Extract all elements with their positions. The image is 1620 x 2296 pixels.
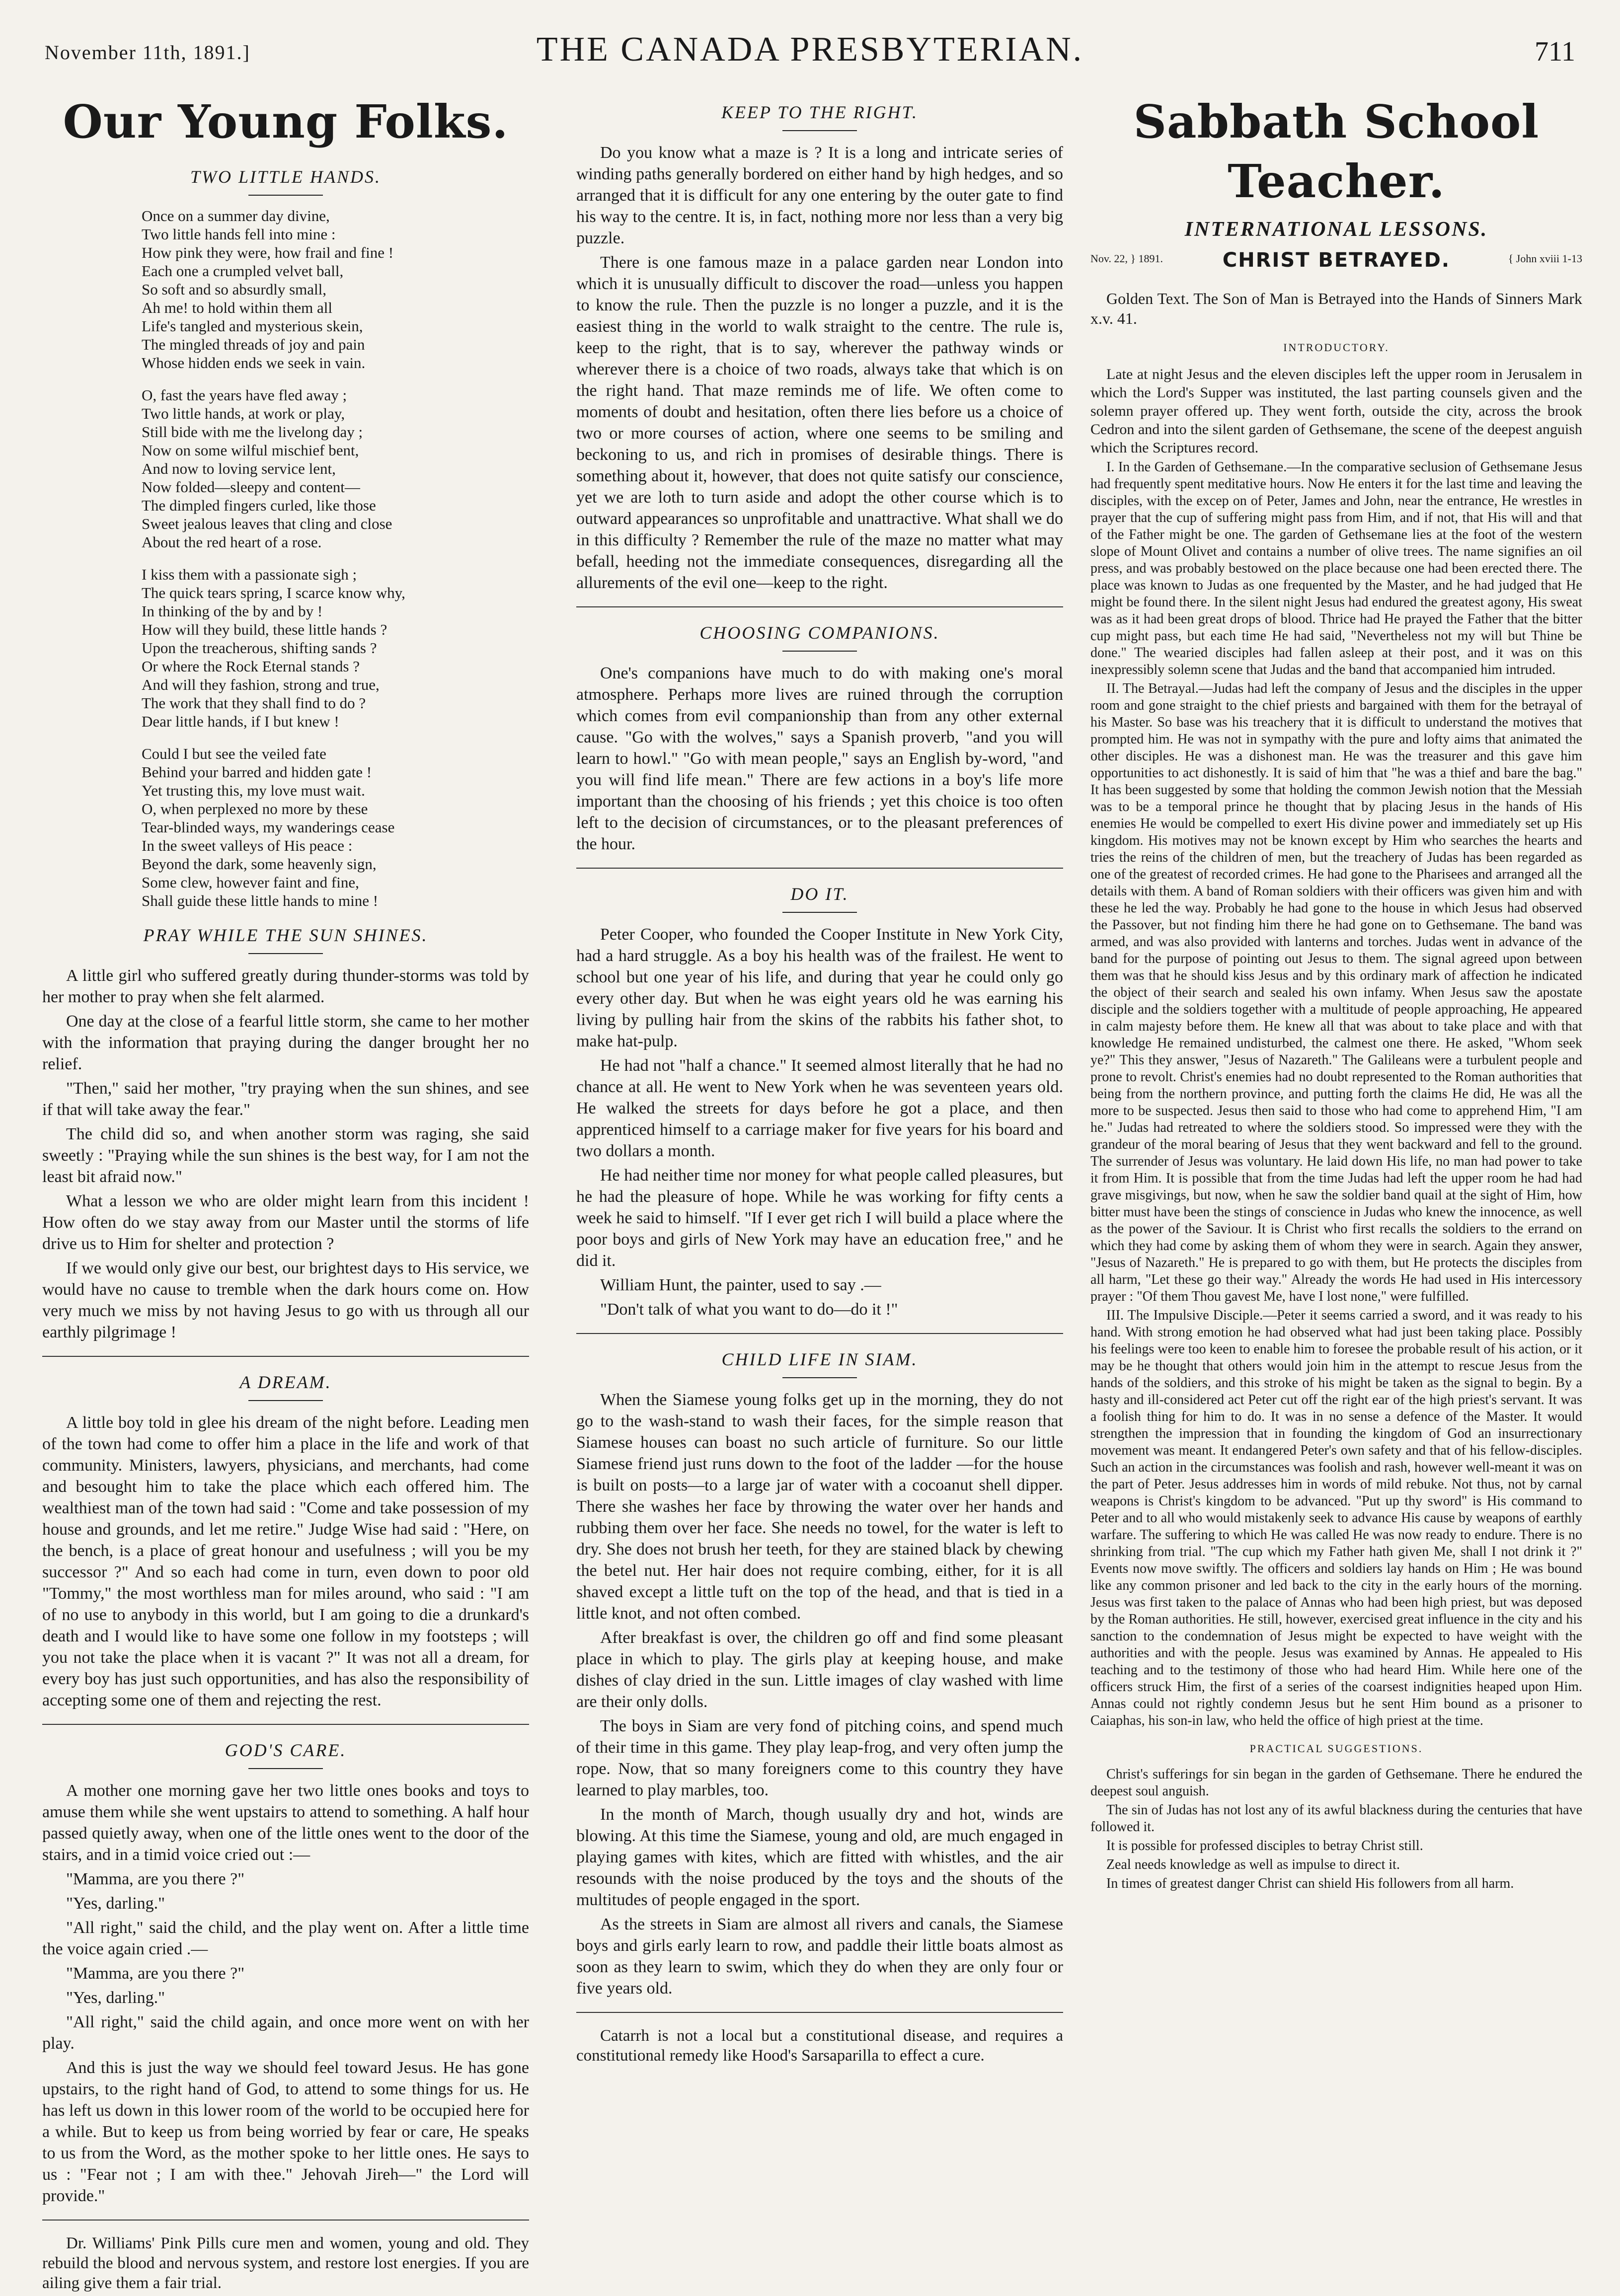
paragraph: "Yes, darling." <box>66 1894 165 1913</box>
paragraph: After breakfast is over, the children go off and find some pleasant place in which to play. The girls play at keeping house, and make dishes of clay dried in the sun. Little images of clay washed with lime are their only dolls. <box>576 1629 1063 1711</box>
divider <box>248 195 323 196</box>
poem-line: Some clew, however faint and fine, <box>142 874 359 891</box>
divider <box>782 1377 857 1378</box>
divider <box>248 1768 323 1769</box>
paragraph: There is one famous maze in a palace garden near London into which it is unusually difficult to discover the road—unless you happen to know the rule. Then the puzzle is no longer a puzzle, and it is the easiest thing in the world to walk straight to the centre. The rule is, keep to the right, that is to say, wherever the pathway winds or wherever there is a choice of two roads, always take that which is on the right hand. That maze reminds me of life. We often come to moments of doubt and hesitation, often there lies before us a choice of two or more courses of action, where one seems to be smiling and beckoning to us, and rich in promises of desirable things. There is something about it, however, that does not quite satisfy our conscience, yet we are loth to turn aside and adopt the other course which is to outward appearances so unprofitable and unattractive. What shall we do in this difficulty ? Remember the rule of the maze no matter what may befall, heeding not the immediate consequences, disregarding all the allurements of the evil one—keep to the right. <box>576 253 1063 592</box>
care-title: GOD'S CARE. <box>225 1740 347 1760</box>
pray-article <box>42 965 529 1343</box>
divider <box>782 130 857 131</box>
paragraph: What a lesson we who are older might learn from this incident ! How often do we stay away from our Master until the storms of life drive us to Him for shelter and protection ? <box>42 1192 529 1253</box>
companions-article <box>576 663 1063 855</box>
paragraph: If we would only give our best, our brightest days to His service, we would have no cause to tremble when the dark hours come on. How very much we miss by not having Jesus to go with us through all our earthly pilgrimage ! <box>42 1259 529 1341</box>
paragraph: "All right," said the child again, and once more went on with her play. <box>42 2013 529 2053</box>
poem-line: Two little hands fell into mine : <box>142 225 336 243</box>
divider <box>576 868 1063 869</box>
practical-heading: PRACTICAL SUGGESTIONS. <box>1249 1742 1423 1755</box>
divider <box>576 606 1063 607</box>
divider <box>782 912 857 913</box>
catarrh-advert: Catarrh is not a local but a constitutional disease, and requires a constitutional remedy like Hood's Sarsaparilla to effect a cure. <box>576 2027 1063 2065</box>
introductory-heading: INTRODUCTORY. <box>1283 341 1389 354</box>
poem-line: Beyond the dark, some heavenly sign, <box>142 855 377 873</box>
paragraph: "Yes, darling." <box>66 1989 165 2007</box>
divider <box>248 1400 323 1401</box>
paragraph: Christ's sufferings for sin began in the garden of Gethsemane. There he endured the deepest soul anguish. <box>1090 1767 1582 1799</box>
paragraph: III. The Impulsive Disciple.—Peter it seems carried a sword, and it was ready to his hand. With strong emotion he had observed what had just been taking place. Possibly his feelings were too keen to enable him to foresee the probable result of his action, or it may be he thought that others would join him in the attempt to rescue Jesus from the hands of the soldiers, and this stroke of his might be taken as the signal to begin. By a hasty and ill-considered act Peter cut off the right ear of the high priest's servant. It was a foolish thing for him to do. It was in no sense a defence of the Master. It would strengthen the impression that in founding the kingdom of God an insurrectionary movement was meant. It endangered Peter's own safety and that of his fellow-disciples. Such an action in the circumstances was foolish and rash, however well-meant it was on the part of Peter. Jesus addresses him in words of mild rebuke. Not thus, not by carnal weapons is Christ's kingdom to be advanced. "Put up thy sword" is His command to Peter and to all who would mistakenly seek to advance His cause by weapons of earthly warfare. The suffering to which He was called He was now ready to endure. There is no shrinking from trial. "The cup which my Father hath given Me, shall I not drink it ?" Events now move swiftly. The officers and soldiers lay hands on Him ; He was bound like any common prisoner and led back to the city in the early hours of the morning. Jesus was first taken to the palace of Annas who had been high priest, but was deposed by the Roman authorities. He still, however, exercised great influence in the city and his sanction to the condemnation of Jesus might be expected to have weight with the authorities and with the people. Jesus was examined by Annas. He appealed to His teaching and to the testimony of those who had heard Him. While here one of the officers struck Him, the first of a series of the coarsest indignities heaped upon Him. Annas could not rightly condemn Jesus but he sent Him bound as a prisoner to Caiaphas, his son-in law, who held the office of high priest at the time. <box>1090 1308 1582 1728</box>
poem-line: About the red heart of a rose. <box>142 533 322 551</box>
paragraph: It is possible for professed disciples to betray Christ still. <box>1106 1838 1423 1853</box>
page-header <box>45 30 1575 74</box>
divider <box>42 1356 529 1357</box>
poem-stanza <box>142 207 529 372</box>
poem-stanza <box>142 386 529 551</box>
introductory-text: Late at night Jesus and the eleven disciples left the upper room in Jerusalem in which the Lord's Supper was instituted, the last parting counsels given and the solemn prayer offered up. They went forth, outside the city, across the brook Cedron and into the silent garden of Gethsemane, the scene of the deepest anguish which the Scriptures record. <box>1090 366 1582 456</box>
poem-line: Whose hidden ends we seek in vain. <box>142 354 366 371</box>
poem-line: How pink they were, how frail and fine ! <box>142 244 394 261</box>
siam-article <box>576 1389 1063 1999</box>
keep-right-title: KEEP TO THE RIGHT. <box>721 102 919 122</box>
poem-line: Still bide with me the livelong day ; <box>142 423 363 441</box>
poem-line: How will they build, these little hands ? <box>142 621 387 638</box>
poem-line: Now on some wilful mischief bent, <box>142 442 359 459</box>
poem-line: Life's tangled and mysterious skein, <box>142 317 363 335</box>
paragraph: "Mamma, are you there ?" <box>66 1964 245 1983</box>
companions-title: CHOOSING COMPANIONS. <box>699 623 940 643</box>
pray-title: PRAY WHILE THE SUN SHINES. <box>143 925 428 945</box>
column-sabbath-school <box>1090 87 1582 1894</box>
poem-line: Could I but see the veiled fate <box>142 745 326 762</box>
poem-line: Yet trusting this, my love must wait. <box>142 782 365 799</box>
divider <box>248 953 323 954</box>
paragraph: William Hunt, the painter, used to say .— <box>600 1276 881 1294</box>
poem-line: Tear-blinded ways, my wanderings cease <box>142 818 395 836</box>
column-middle <box>576 87 1063 2069</box>
dream-title: A DREAM. <box>239 1372 332 1392</box>
lesson-date: Nov. 22, } 1891. <box>1090 252 1163 265</box>
divider <box>782 651 857 652</box>
divider <box>42 1724 529 1725</box>
poem-title: TWO LITTLE HANDS. <box>190 167 382 187</box>
poem-line: Upon the treacherous, shifting sands ? <box>142 639 377 657</box>
paragraph: One day at the close of a fearful little storm, she came to her mother with the information that praying during the danger brought her no relief. <box>42 1012 529 1073</box>
paragraph: He had neither time nor money for what people called pleasures, but he had the pleasure of hope. While he was working for fifty cents a week he said to himself. "If I ever get rich I will build a place where the poor boys and girls of New York may have an education free," and he did it. <box>576 1166 1063 1270</box>
paragraph: Zeal needs knowledge as well as impulse to direct it. <box>1106 1857 1400 1872</box>
divider <box>42 2220 529 2221</box>
divider <box>576 2012 1063 2013</box>
do-it-title: DO IT. <box>790 884 849 904</box>
paragraph: Peter Cooper, who founded the Cooper Institute in New York City, had a hard struggle. As a boy his health was of the frailest. He went to school but one year of his life, and during that year he could only go every other day. But when he was eight years old he was earning his living by pulling hair from the skins of the rabbits his father shot, to make hat-pulp. <box>576 925 1063 1050</box>
paragraph: The child did so, and when another storm was raging, she said sweetly : "Praying while the sun shines is the best way, for I am not the least bit afraid now." <box>42 1125 529 1186</box>
page-number: 711 <box>1535 36 1575 67</box>
pink-pills-advert: Dr. Williams' Pink Pills cure men and women, young and old. They rebuild the blood and nervous system, and restore lost energies. If you are ailing give them a fair trial. <box>42 2234 529 2292</box>
paragraph: II. The Betrayal.—Judas had left the company of Jesus and the disciples in the upper room and gone straight to the chief priests and bargained with them for the betrayal of his Master. So base was his treachery that it is difficult to understand the motives that prompted him. He was not in sympathy with the pure and lofty aims that animated the other disciples. He was a dishonest man. He was the treasurer and this gave him opportunities to act dishonestly. It is said of him that "he was a thief and bare the bag." It has been suggested by some that holding the common Jewish notion that the Messiah was to be a temporal prince he thought that by placing Jesus in the hands of His enemies He would be compelled to exert His divine power and immediately set up His kingdom. His motives may not be known except by Him who searches the hearts and tries the reins of the children of men, but the treachery of Judas has been regarded as one of the greatest of recorded crimes. He had gone to the Pharisees and arranged all the details with them. A band of Roman soldiers with their officers was given him and with these he led the way. Probably he had gone to the house in which Jesus had observed the Passover, but not finding him there he had gone on to Gethsemane. The band was armed, and was also provided with lanterns and torches. Judas went in advance of the band for the purpose of pointing out Jesus to them. The signal agreed upon between them was that he should kiss Jesus and by this ordinary mark of affection he indicated the object of their search and sealed his own infamy. When Jesus saw the apostate disciple and the soldiers together with a multitude of people approaching, He appeared in calm majesty before them. He knew all that was about to take place and with that knowledge He remained undisturbed, the calmest one there. He asked, "Whom seek ye?" This they answer, "Jesus of Nazareth." The Galileans were a turbulent people and prone to revolt. Christ's enemies had no doubt represented to the Roman authorities that being from the northern province, and putting forth the claims He did, He was all the more to be suspected. Jesus then said to those who had come to apprehend Him, "I am he." Judas had retreated to where the soldiers stood. So impressed were they with the grandeur of the moral bearing of Jesus that they went backward and fell to the ground. The surrender of Jesus was voluntary. He laid down His life, no man had power to take it from Him. It is possible that from the time Judas had left the upper room he had had grave misgivings, but now, when he saw the soldier band quail at the sight of Him, how bitter must have been the stings of conscience in Judas who knew the innocence, as well as the power of the Saviour. It is Christ who first recalls the soldiers to the errand on which they had come by asking them of whom they were in search. Again they answer, "Jesus of Nazareth." He is prepared to go with them, but He protects the disciples from all harm, "Let these go their way." Already the words He had used in His intercessory prayer : "Of them Thou gavest Me, have I lost none," were fulfilled. <box>1090 681 1582 1304</box>
poem-line: The dimpled fingers curled, like those <box>142 497 376 514</box>
poem-line: The work that they shall find to do ? <box>142 694 366 712</box>
paragraph: And this is just the way we should feel toward Jesus. He has gone upstairs, to the right hand of God, to attend to some things for us. He has left us down in this lower room of the world to be occupied here for a while. But to keep us from being worried by fear or care, He speaks to us from the Word, as the mother spoke to her little ones. He says to us : "Fear not ; I am with thee." Jehovah Jireh—" the Lord will provide." <box>42 2059 529 2205</box>
paragraph: In the month of March, though usually dry and hot, winds are blowing. At this time the Siamese, young and old, are much engaged in playing games with kites, which are fitted with whistles, and the air resounds with the noise produced by the toys and the shouts of the multitudes of people engaged in the sport. <box>576 1805 1063 1909</box>
poem-line: And now to loving service lent, <box>142 460 336 477</box>
poem-two-little-hands <box>42 207 529 910</box>
lesson-body <box>1090 459 1582 1729</box>
poem-line: Shall guide these little hands to mine ! <box>142 892 379 909</box>
paragraph: "Then," said her mother, "try praying when the sun shines, and see if that will take away the fear." <box>42 1079 529 1119</box>
paragraph: A little girl who suffered greatly during thunder-storms was told by her mother to pray when she felt alarmed. <box>42 966 529 1006</box>
lesson-title: CHRIST BETRAYED. <box>1222 249 1451 272</box>
practical-suggestions <box>1090 1766 1582 1892</box>
poem-line: Dear little hands, if I but knew ! <box>142 713 339 730</box>
poem-line: Or where the Rock Eternal stands ? <box>142 658 360 675</box>
poem-line: Each one a crumpled velvet ball, <box>142 262 344 280</box>
paragraph: The sin of Judas has not lost any of its awful blackness during the centuries that have followed it. <box>1090 1802 1582 1835</box>
paragraph: As the streets in Siam are almost all rivers and canals, the Siamese boys and girls early learn to row, and paddle their little boats almost as soon as they learn to swim, which they do when they are only four or five years old. <box>576 1915 1063 1998</box>
issue-date: November 11th, 1891.] <box>45 41 250 64</box>
paragraph: "Mamma, are you there ?" <box>66 1870 245 1888</box>
paragraph: When the Siamese young folks get up in the morning, they do not go to the wash-stand to wash their faces, for the simple reason that Siamese houses can boast no such article of furniture. So our little Siamese friend just runs down to the foot of the ladder —for the house is built on posts—to a large jar of water with a cocoanut shell dipper. There she washes her face by throwing the water over her hands and rubbing them over her face. She needs no towel, for the water is left to dry. She does not brush her teeth, for they are stained black by chewing the betel nut. Her hair does not require combing, either, for it is all shaved except a little tuft on the top of the head, and that is tied in a little knot, and not often combed. <box>576 1391 1063 1623</box>
poem-line: Sweet jealous leaves that cling and close <box>142 515 392 532</box>
poem-line: And will they fashion, strong and true, <box>142 676 380 693</box>
column-young-folks <box>42 87 529 2296</box>
poem-line: Ah me! to hold within them all <box>142 299 333 316</box>
newspaper-title: THE CANADA PRESBYTERIAN. <box>536 30 1084 69</box>
poem-line: Two little hands, at work or play, <box>142 405 345 422</box>
paragraph: "Don't talk of what you want to do—do it !" <box>600 1300 898 1319</box>
poem-line: The quick tears spring, I scarce know why, <box>142 584 405 601</box>
divider <box>576 1333 1063 1334</box>
poem-line: So soft and so absurdly small, <box>142 281 326 298</box>
care-article <box>42 1780 529 2207</box>
poem-line: Once on a summer day divine, <box>142 207 330 224</box>
paragraph: I. In the Garden of Gethsemane.—In the comparative seclusion of Gethsemane Jesus had frequently spent meditative hours. Now He enters it for the last time and leaving the disciples, with the excep on of Peter, James and John, near the entrance, He wrestles in prayer that the cup of suffering might pass from Him, and if not, that His will and that of the Father might be one. The garden of Gethsemane lies at the foot of the western slope of Mount Olivet and contains a number of olive trees. The name signifies an oil press, and was probably bestowed on the place because one had been erected there. The place was known to Judas as one frequented by the Master, and he had judged that He might be found there. In the silent night Jesus had endured the greatest agony, His sweat was as it had been great drops of blood. Thrice had He prayed the Father that the bitter cup might pass, but each time He had said, "Nevertheless not my will but Thine be done." The wearied disciples had fallen asleep at their post, and it was on this inexpressibly solemn scene that Judas and the band that accompanied him intruded. <box>1090 459 1582 677</box>
poem-line: In thinking of the by and by ! <box>142 602 323 620</box>
poem-stanza <box>142 565 529 731</box>
international-lessons-heading: INTERNATIONAL LESSONS. <box>1184 218 1488 241</box>
sabbath-school-masthead: Sabbath School Teacher. <box>1133 95 1540 208</box>
poem-line: O, when perplexed no more by these <box>142 800 368 817</box>
paragraph: A mother one morning gave her two little ones books and toys to amuse them while she went upstairs to attend to something. A half hour passed quietly away, when one of the little ones went to the door of the stairs, and in a timid voice cried out :— <box>42 1781 529 1864</box>
poem-line: The mingled threads of joy and pain <box>142 336 365 353</box>
poem-stanza <box>142 744 529 910</box>
paragraph: A little boy told in glee his dream of the night before. Leading men of the town had come to offer him a place in the life and work of that community. Ministers, lawyers, physicians, and merchants, had come and besought him to take the place which each offered him. The wealthiest man of the town had said : "Come and take possession of my house and grounds, and let me retire." Judge Wise had said : "Here, on the bench, is a place of great honour and usefulness ; will you be my successor ?" And so each had come in turn, even down to poor old "Tommy," the most worthless man for miles around, who said : "I am of no use to anybody in this world, but I am going to die a drunkard's death and I would like to have some one follow in my footsteps ; will you not take the place when it is vacant ?" It was not all a dream, for every boy has just such opportunities, and has also the responsibility of accepting some one of them and rejecting the rest. <box>42 1413 529 1709</box>
poem-line: Now folded—sleepy and content— <box>142 478 360 496</box>
poem-line: I kiss them with a passionate sigh ; <box>142 566 357 583</box>
poem-line: O, fast the years have fled away ; <box>142 386 347 404</box>
dream-article <box>42 1412 529 1711</box>
lesson-heading <box>1090 250 1582 285</box>
paragraph: In times of greatest danger Christ can shield His followers from all harm. <box>1106 1876 1514 1891</box>
paragraph: "All right," said the child, and the play went on. After a little time the voice again cried .— <box>42 1919 529 1958</box>
golden-text: Golden Text. The Son of Man is Betrayed into the Hands of Sinners Mark x.v. 41. <box>1090 290 1582 327</box>
young-folks-masthead: Our Young Folks. <box>63 95 509 148</box>
paragraph: One's companions have much to do with making one's moral atmosphere. Perhaps more lives are ruined through the corruption which comes from evil companionship than from any other external cause. "Go with the wolves," says a Spanish proverb, "and you will learn to howl." "Go with mean people," says an English by-word, "and you will find life mean." There are few actions in a boy's life more important than the choosing of his friends ; yet this choice is too often left to the decision of circumstances, or to the pleasant preferences of the hour. <box>576 664 1063 853</box>
poem-line: Behind your barred and hidden gate ! <box>142 763 372 781</box>
poem-line: In the sweet valleys of His peace : <box>142 837 353 854</box>
siam-title: CHILD LIFE IN SIAM. <box>721 1349 918 1369</box>
lesson-reference: { John xviii 1-13 <box>1508 252 1582 265</box>
paragraph: Do you know what a maze is ? It is a long and intricate series of winding paths generally bordered on either hand by high hedges, and so arranged that it is difficult for any one entering by the outer gate to find his way to the centre. It is, in fact, nothing more nor less than a very big puzzle. <box>576 144 1063 247</box>
paragraph: The boys in Siam are very fond of pitching coins, and spend much of their time in this game. They play leap-frog, and very often jump the rope. Now, that so many foreigners come to this country they have learned to play marbles, too. <box>576 1717 1063 1799</box>
paragraph: He had not "half a chance." It seemed almost literally that he had no chance at all. He went to New York when he was seventeen years old. He walked the streets for days before he got a place, and then apprenticed himself to a carriage maker for five years for his board and two dollars a month. <box>576 1056 1063 1160</box>
keep-right-article <box>576 142 1063 593</box>
do-it-article <box>576 924 1063 1320</box>
